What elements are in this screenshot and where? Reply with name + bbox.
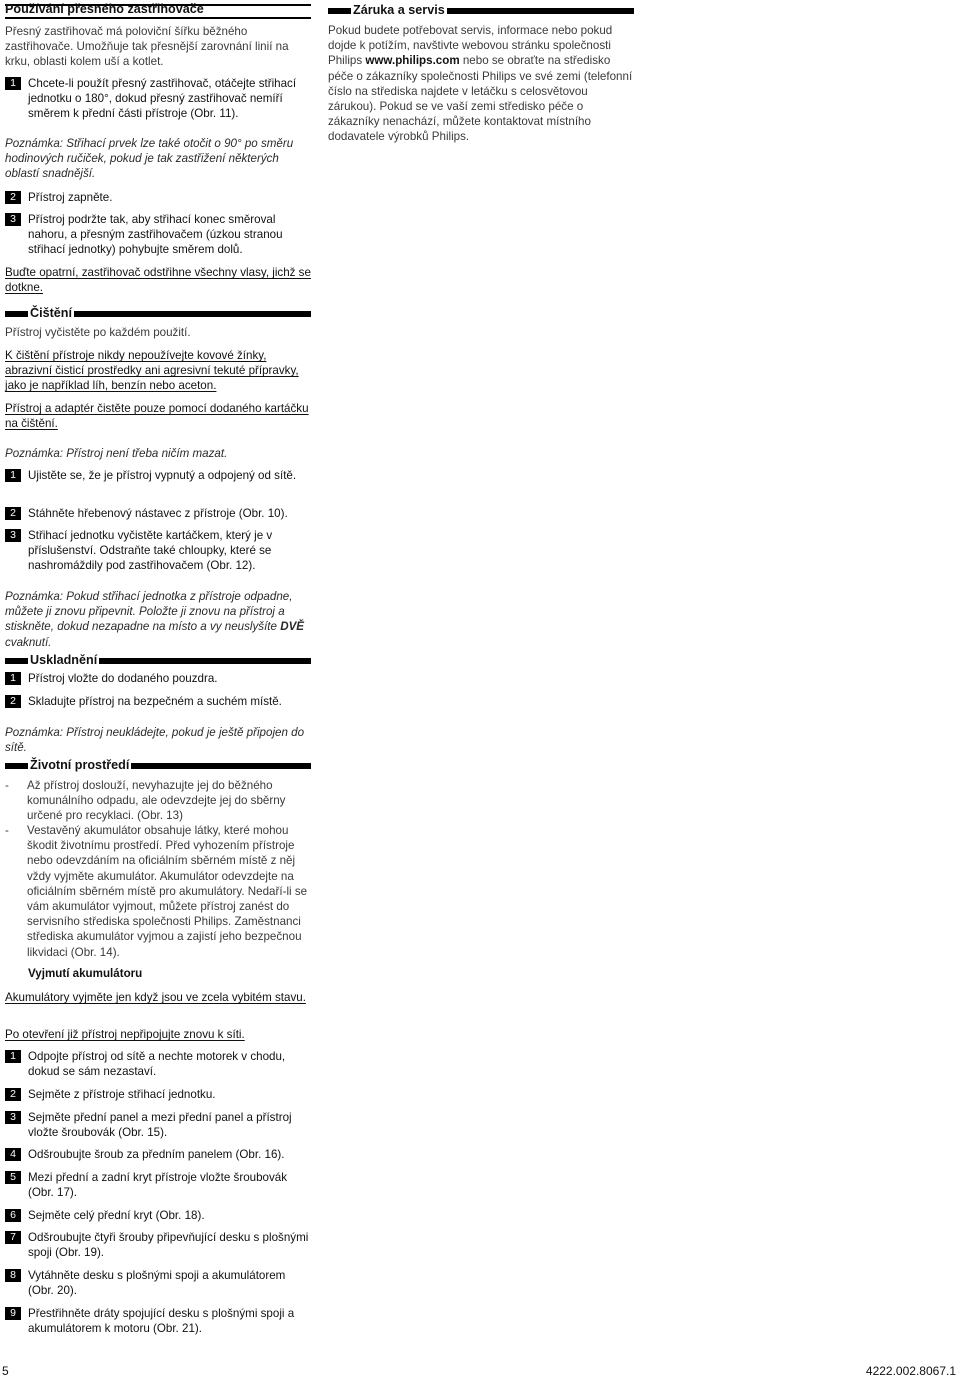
- step-text: Odpojte přístroj od sítě a nechte motorek v chodu, dokud se sám nezastaví.: [28, 1050, 286, 1079]
- philips-url-link[interactable]: www.philips.com: [365, 54, 460, 68]
- page-number: 5: [2, 1364, 9, 1378]
- step-text: Skladujte přístroj na bezpečném a suchém místě.: [28, 695, 282, 708]
- precision-note: Poznámka: Střihací prvek lze také otočit o 90° po směru hodinových ručiček, pokud je tak zastřižení některých oblastí snadnější.: [5, 137, 294, 181]
- item-text: Vestavěný akumulátor obsahuje látky, které mohou škodit životnímu prostředí. Před vyhozením přístroje nebo odevzdáním na oficiálním sběrném místě z něj vždy vyjměte akumulátor. Akumulátor odevzdejte na oficiálním sběrném místě pro akumulátory. Nedaří-li se vám akumulátor vyjmout, můžete přístroj zanést do servisního střediska společnosti Philips. Zaměstnanci střediska akumulátor vyjmou a zajistí jeho bezpečnou likvidaci (Obr. 14).: [27, 824, 308, 959]
- battery-warning-2: Po otevření již přístroj nepřipojujte znovu k síti.: [5, 1028, 245, 1041]
- step-text: Sejměte přední panel a mezi přední panel a přístroj vložte šroubovák (Obr. 15).: [28, 1111, 292, 1140]
- header-bar: [131, 763, 311, 769]
- battery-warning-1: Akumulátory vyjměte jen když jsou ve zcela vybitém stavu.: [5, 991, 306, 1004]
- step-number: 1: [5, 672, 21, 685]
- step-number: 3: [5, 213, 21, 226]
- header-bar: [74, 311, 311, 317]
- precision-intro: Přesný zastřihovač má poloviční šířku běžného zastřihovače. Umožňuje tak přesnější zarovnání linií na krku, oblasti kolem uší a kotlet.: [5, 25, 289, 69]
- step-number: 2: [5, 1088, 21, 1101]
- step-number: 7: [5, 1231, 21, 1244]
- cleaning-step-3: [5, 528, 311, 574]
- step-number: 6: [5, 1209, 21, 1222]
- step-number: 2: [5, 191, 21, 204]
- dash-bullet: -: [5, 824, 9, 837]
- cleaning-step-1: [5, 468, 311, 483]
- cleaning-intro: Přístroj vyčistěte po každém použití.: [5, 326, 191, 339]
- battery-step-5: [5, 1170, 311, 1200]
- step-number: 4: [5, 1148, 21, 1161]
- step-number: 2: [5, 507, 21, 520]
- warranty-text: [328, 23, 634, 145]
- step-text: Přístroj podržte tak, aby střihací konec směroval nahoru, a přesným zastřihovačem (úzkou stranou střihací jednotky) pohybujte směrem dolů.: [28, 213, 283, 257]
- step-text: Ujistěte se, že je přístroj vypnutý a odpojený od sítě.: [28, 469, 297, 482]
- step-number: 1: [5, 1050, 21, 1063]
- section-title-environment: Životní prostředí: [30, 757, 130, 772]
- battery-step-1: [5, 1049, 311, 1079]
- note-text: Poznámka: Pokud střihací jednotka z přístroje odpadne, můžete ji znovu připevnit. Položte ji znovu na přístroj a stiskněte, dokud nezapadne na místo a vy neuslyšíte: [5, 590, 293, 634]
- step-text: Chcete-li použít přesný zastřihovač, otáčejte střihací jednotku o 180°, dokud přesný zastřihovač nemíří směrem k přední části přístroje (Obr. 11).: [28, 77, 297, 121]
- step-text: Střihací jednotku vyčistěte kartáčkem, který je v příslušenství. Odstraňte také chloupky, které se nashromáždily pod zastřihovačem (Obr. 12).: [28, 529, 273, 573]
- section-title-cleaning: Čištění: [30, 305, 72, 320]
- step-text: Sejměte celý přední kryt (Obr. 18).: [28, 1209, 205, 1222]
- step-text: Přestřihněte dráty spojující desku s plošnými spoji a akumulátorem k motoru (Obr. 21).: [28, 1307, 295, 1336]
- step-text: Přístroj vložte do dodaného pouzdra.: [28, 672, 218, 685]
- document-code: 4222.002.8067.1: [865, 1364, 956, 1378]
- battery-title: Vyjmutí akumulátoru: [28, 967, 143, 980]
- battery-step-8: [5, 1268, 311, 1298]
- section-title-precision: Používání přesného zastřihovače: [5, 2, 204, 16]
- header-bar: [99, 658, 311, 664]
- battery-step-2: [5, 1087, 311, 1102]
- environment-item-2: [5, 823, 311, 960]
- note-emphasis: DVĚ: [280, 620, 305, 634]
- storage-step-1: [5, 671, 311, 686]
- cleaning-warning-2: Přístroj a adaptér čistěte pouze pomocí dodaného kartáčku na čištění.: [5, 402, 309, 431]
- header-bar: [328, 8, 351, 14]
- cleaning-warning-1: K čištění přístroje nikdy nepoužívejte kovové žínky, abrazivní čisticí prostředky ani agresivní tekuté přípravky, jako je například líh, benzín nebo aceton.: [5, 349, 299, 393]
- step-text: Sejměte z přístroje střihací jednotku.: [28, 1088, 216, 1101]
- step-number: 9: [5, 1307, 21, 1320]
- battery-step-4: [5, 1147, 311, 1162]
- cleaning-step-2: [5, 506, 311, 521]
- note-text: cvaknutí.: [5, 635, 52, 649]
- precision-step-3: [5, 212, 311, 258]
- step-number: 2: [5, 695, 21, 708]
- battery-step-3: [5, 1110, 311, 1140]
- step-text: Mezi přední a zadní kryt přístroje vložte šroubovák (Obr. 17).: [28, 1171, 288, 1200]
- section-title-warranty: Záruka a servis: [353, 2, 445, 17]
- battery-step-9: [5, 1306, 311, 1336]
- precision-step-2: [5, 190, 311, 205]
- header-bar: [447, 8, 634, 14]
- step-text: Odšroubujte šroub za předním panelem (Obr. 16).: [28, 1148, 285, 1161]
- section-title-storage: Uskladnění: [30, 652, 98, 667]
- step-text: Odšroubujte čtyři šrouby připevňující desku s plošnými spoji (Obr. 19).: [28, 1231, 309, 1260]
- step-number: 8: [5, 1269, 21, 1282]
- warranty-text-end: nebo se obraťte na středisko péče o zákazníky společnosti Philips ve své zemi (telefonní číslo na střediska najdete v letáčku s celosvětovou zárukou). Pokud se ve vaší zemi středisko péče o zákazníky nenachází, můžete kontaktovat místního dodavatele výrobků Philips.: [328, 54, 633, 144]
- item-text: Až přístroj doslouží, nevyhazujte jej do běžného komunálního odpadu, ale odevzdejte jej do sběrny určené pro recyklaci. (Obr. 13): [27, 779, 286, 823]
- battery-step-7: [5, 1230, 311, 1260]
- step-text: Přístroj zapněte.: [28, 191, 113, 204]
- section-header-storage: [5, 652, 311, 667]
- dash-bullet: -: [5, 779, 9, 792]
- cleaning-note-2: [5, 589, 311, 650]
- step-number: 1: [5, 77, 21, 90]
- step-number: 1: [5, 469, 21, 482]
- warranty-text-start: Pokud budete potřebovat servis, informace nebo pokud dojde k potížím, navštivte webovou stránku společnosti Philips: [328, 24, 613, 68]
- step-number: 3: [5, 529, 21, 542]
- cleaning-note-1: Poznámka: Přístroj není třeba ničím mazat.: [5, 447, 228, 460]
- precision-warning: Buďte opatrní, zastřihovač odstřihne všechny vlasy, jichž se dotkne.: [5, 266, 311, 295]
- storage-step-2: [5, 694, 311, 709]
- step-text: Vytáhněte desku s plošnými spoji a akumulátorem (Obr. 20).: [28, 1269, 286, 1298]
- header-bar: [5, 763, 28, 769]
- section-header-environment: [5, 757, 311, 772]
- section-header-cleaning: [5, 305, 311, 320]
- environment-item-1: [5, 778, 311, 824]
- storage-note: Poznámka: Přístroj neukládejte, pokud je ještě připojen do sítě.: [5, 726, 305, 755]
- header-bar: [5, 311, 28, 317]
- battery-step-6: [5, 1208, 311, 1223]
- precision-step-1: [5, 76, 311, 122]
- title-rule: [5, 17, 311, 19]
- step-text: Stáhněte hřebenový nástavec z přístroje (Obr. 10).: [28, 507, 288, 520]
- header-bar: [5, 658, 28, 664]
- step-number: 5: [5, 1171, 21, 1184]
- section-header-warranty: [328, 2, 634, 17]
- step-number: 3: [5, 1111, 21, 1124]
